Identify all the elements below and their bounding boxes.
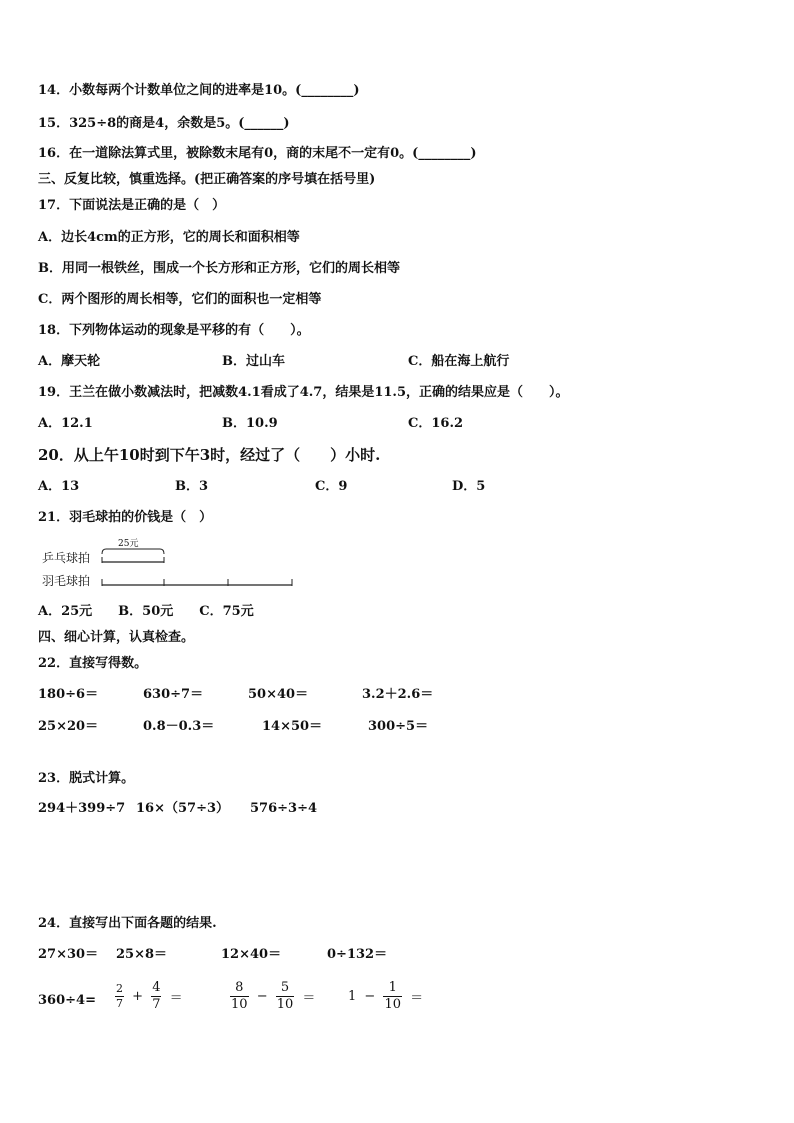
q23-item-3: 576÷3÷4 — [250, 801, 318, 816]
q20-option-b: B．3 — [175, 479, 209, 494]
q22-r2-c4: 300÷5＝ — [368, 719, 429, 734]
equals-sign: ＝ — [302, 991, 316, 1006]
minus-operator: − — [256, 989, 268, 1004]
q24-stem: 24．直接写出下面各题的结果. — [38, 916, 217, 931]
q22-r1-c4: 3.2＋2.6＝ — [362, 687, 434, 702]
q24-fraction-expr-2 — [228, 980, 317, 1013]
q19-option-c: C．16.2 — [408, 416, 464, 431]
q17-option-b: B．用同一根铁丝，围成一个长方形和正方形，它们的周长相等 — [38, 261, 400, 276]
q16: 16．在一道除法算式里，被除数末尾有0，商的末尾不一定有0。(________) — [38, 146, 477, 161]
diagram-row2-label: 羽毛球拍 — [42, 574, 91, 588]
q24-r1-c1: 27×30＝ — [38, 947, 99, 962]
q20-option-d: D．5 — [452, 479, 486, 494]
q17-option-a: A．边长4cm的正方形，它的周长和面积相等 — [38, 230, 300, 245]
q20-option-c: C．9 — [315, 479, 348, 494]
q22-r2-c3: 14×50＝ — [262, 719, 323, 734]
q19-stem: 19．王兰在做小数减法时，把减数4.1看成了4.7，结果是11.5，正确的结果应是（ ）。 — [38, 385, 569, 400]
section-3-heading: 三、反复比较，慎重选择。(把正确答案的序号填在括号里) — [38, 172, 376, 187]
q17-option-c: C．两个图形的周长相等，它们的面积也一定相等 — [38, 292, 322, 307]
q20-option-a: A．13 — [38, 479, 80, 494]
q18-option-b: B．过山车 — [222, 354, 285, 369]
q21-diagram — [38, 536, 308, 592]
q22-r1-c1: 180÷6＝ — [38, 687, 99, 702]
q18-option-c: C．船在海上航行 — [408, 354, 510, 369]
q23-item-2: 16×（57÷3） — [136, 801, 230, 816]
q22-stem: 22．直接写得数。 — [38, 656, 148, 671]
q21-stem: 21．羽毛球拍的价钱是（ ） — [38, 510, 213, 525]
q21-options: A．25元 B．50元 C．75元 — [38, 604, 254, 619]
fraction: $\frac{2}{7}$ — [116, 982, 123, 1010]
diagram-price-label: 25元 — [118, 539, 139, 549]
equals-sign: ＝ — [169, 991, 183, 1006]
fraction: $\frac{5}{10}$ — [276, 980, 294, 1012]
q19-option-a: A．12.1 — [38, 416, 93, 431]
q24-r1-c2: 25×8＝ — [116, 947, 168, 962]
q23-stem: 23．脱式计算。 — [38, 771, 135, 786]
q24-fraction-expr-3 — [346, 980, 425, 1013]
q19-option-b: B．10.9 — [222, 416, 278, 431]
q24-fraction-expr-1 — [113, 980, 185, 1013]
fraction: $\frac{8}{10}$ — [231, 980, 248, 1012]
q24-r1-c3: 12×40＝ — [221, 947, 282, 962]
fraction: $\frac{4}{7}$ — [152, 980, 161, 1012]
minus-operator: − — [364, 989, 376, 1004]
diagram-row1-label: 乒乓球拍 — [42, 551, 91, 565]
q24-r2-c1: 360÷4= — [38, 993, 96, 1008]
q23-item-1: 294＋399÷7 — [38, 801, 126, 816]
q18-stem: 18．下列物体运动的现象是平移的有（ ）。 — [38, 323, 310, 338]
q22-r1-c2: 630÷7＝ — [143, 687, 204, 702]
q15: 15．325÷8的商是4，余数是5。(______) — [38, 116, 290, 131]
equals-sign: ＝ — [410, 991, 424, 1006]
q14: 14．小数每两个计数单位之间的进率是10。(________) — [38, 83, 360, 98]
q22-r2-c1: 25×20＝ — [38, 719, 99, 734]
q20-stem: 20．从上午10时到下午3时，经过了（ ）小时. — [38, 446, 381, 464]
diagram-bars — [38, 536, 308, 592]
q22-r2-c2: 0.8－0.3＝ — [143, 719, 215, 734]
q17-stem: 17．下面说法是正确的是（ ） — [38, 198, 226, 213]
whole-number: 1 — [348, 989, 357, 1004]
q18-option-a: A．摩天轮 — [38, 354, 101, 369]
q22-r1-c3: 50×40＝ — [248, 687, 309, 702]
section-4-heading: 四、细心计算，认真检查。 — [38, 630, 195, 645]
plus-operator: + — [132, 989, 144, 1004]
fraction: $\frac{1}{10}$ — [384, 980, 402, 1012]
q24-r1-c4: 0÷132＝ — [327, 947, 388, 962]
